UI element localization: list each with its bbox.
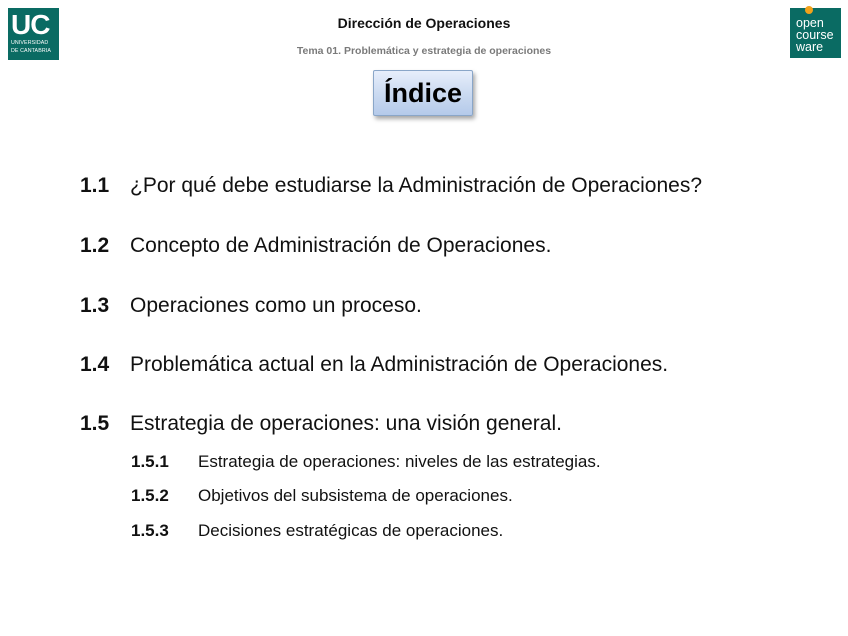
uc-logo-mark: UC [11,9,50,40]
lesson-subtitle: Tema 01. Problemática y estrategia de operaciones [296,45,552,57]
index-title: Índice [383,78,463,108]
toc-item-text: Operaciones como un proceso. [130,294,422,317]
ocw-logo-line2: course [796,28,834,42]
toc-item [80,353,668,377]
toc-subitem-text: Decisiones estratégicas de operaciones. [198,521,504,540]
toc-subitem [131,521,503,541]
toc-item-text: Estrategia de operaciones: una visión general. [130,412,562,435]
index-title-box [373,70,473,116]
toc-item [80,294,422,318]
toc-item [80,174,702,198]
toc-item-text: Problemática actual en la Administración de Operaciones. [130,353,669,376]
ocw-logo-line1: open [796,16,824,30]
toc-subitem [131,486,513,506]
toc-item-number: 1.3 [80,294,110,317]
course-title: Dirección de Operaciones [337,15,511,31]
uc-logo-line1: UNIVERSIDAD [11,40,49,46]
toc-item-number: 1.5 [80,412,110,435]
toc-subitem-number: 1.5.2 [131,486,169,505]
toc-item [80,412,562,436]
ocw-logo-dot-icon [805,6,813,14]
toc-subitem [131,452,601,472]
toc-item-number: 1.4 [80,353,110,376]
uc-logo-line2: DE CANTABRIA [11,48,51,54]
toc-item [80,234,551,258]
ocw-logo-line3: ware [796,40,824,54]
toc-item-text: Concepto de Administración de Operaciones. [130,234,552,257]
toc-subitem-number: 1.5.1 [131,452,169,471]
toc-subitem-text: Estrategia de operaciones: niveles de las estrategias. [198,452,601,471]
toc-item-number: 1.2 [80,234,110,257]
toc-subitem-text: Objetivos del subsistema de operaciones. [198,486,513,505]
toc-item-number: 1.1 [80,174,110,197]
toc-subitem-number: 1.5.3 [131,521,169,540]
toc-item-text: ¿Por qué debe estudiarse la Administración de Operaciones? [130,174,703,197]
